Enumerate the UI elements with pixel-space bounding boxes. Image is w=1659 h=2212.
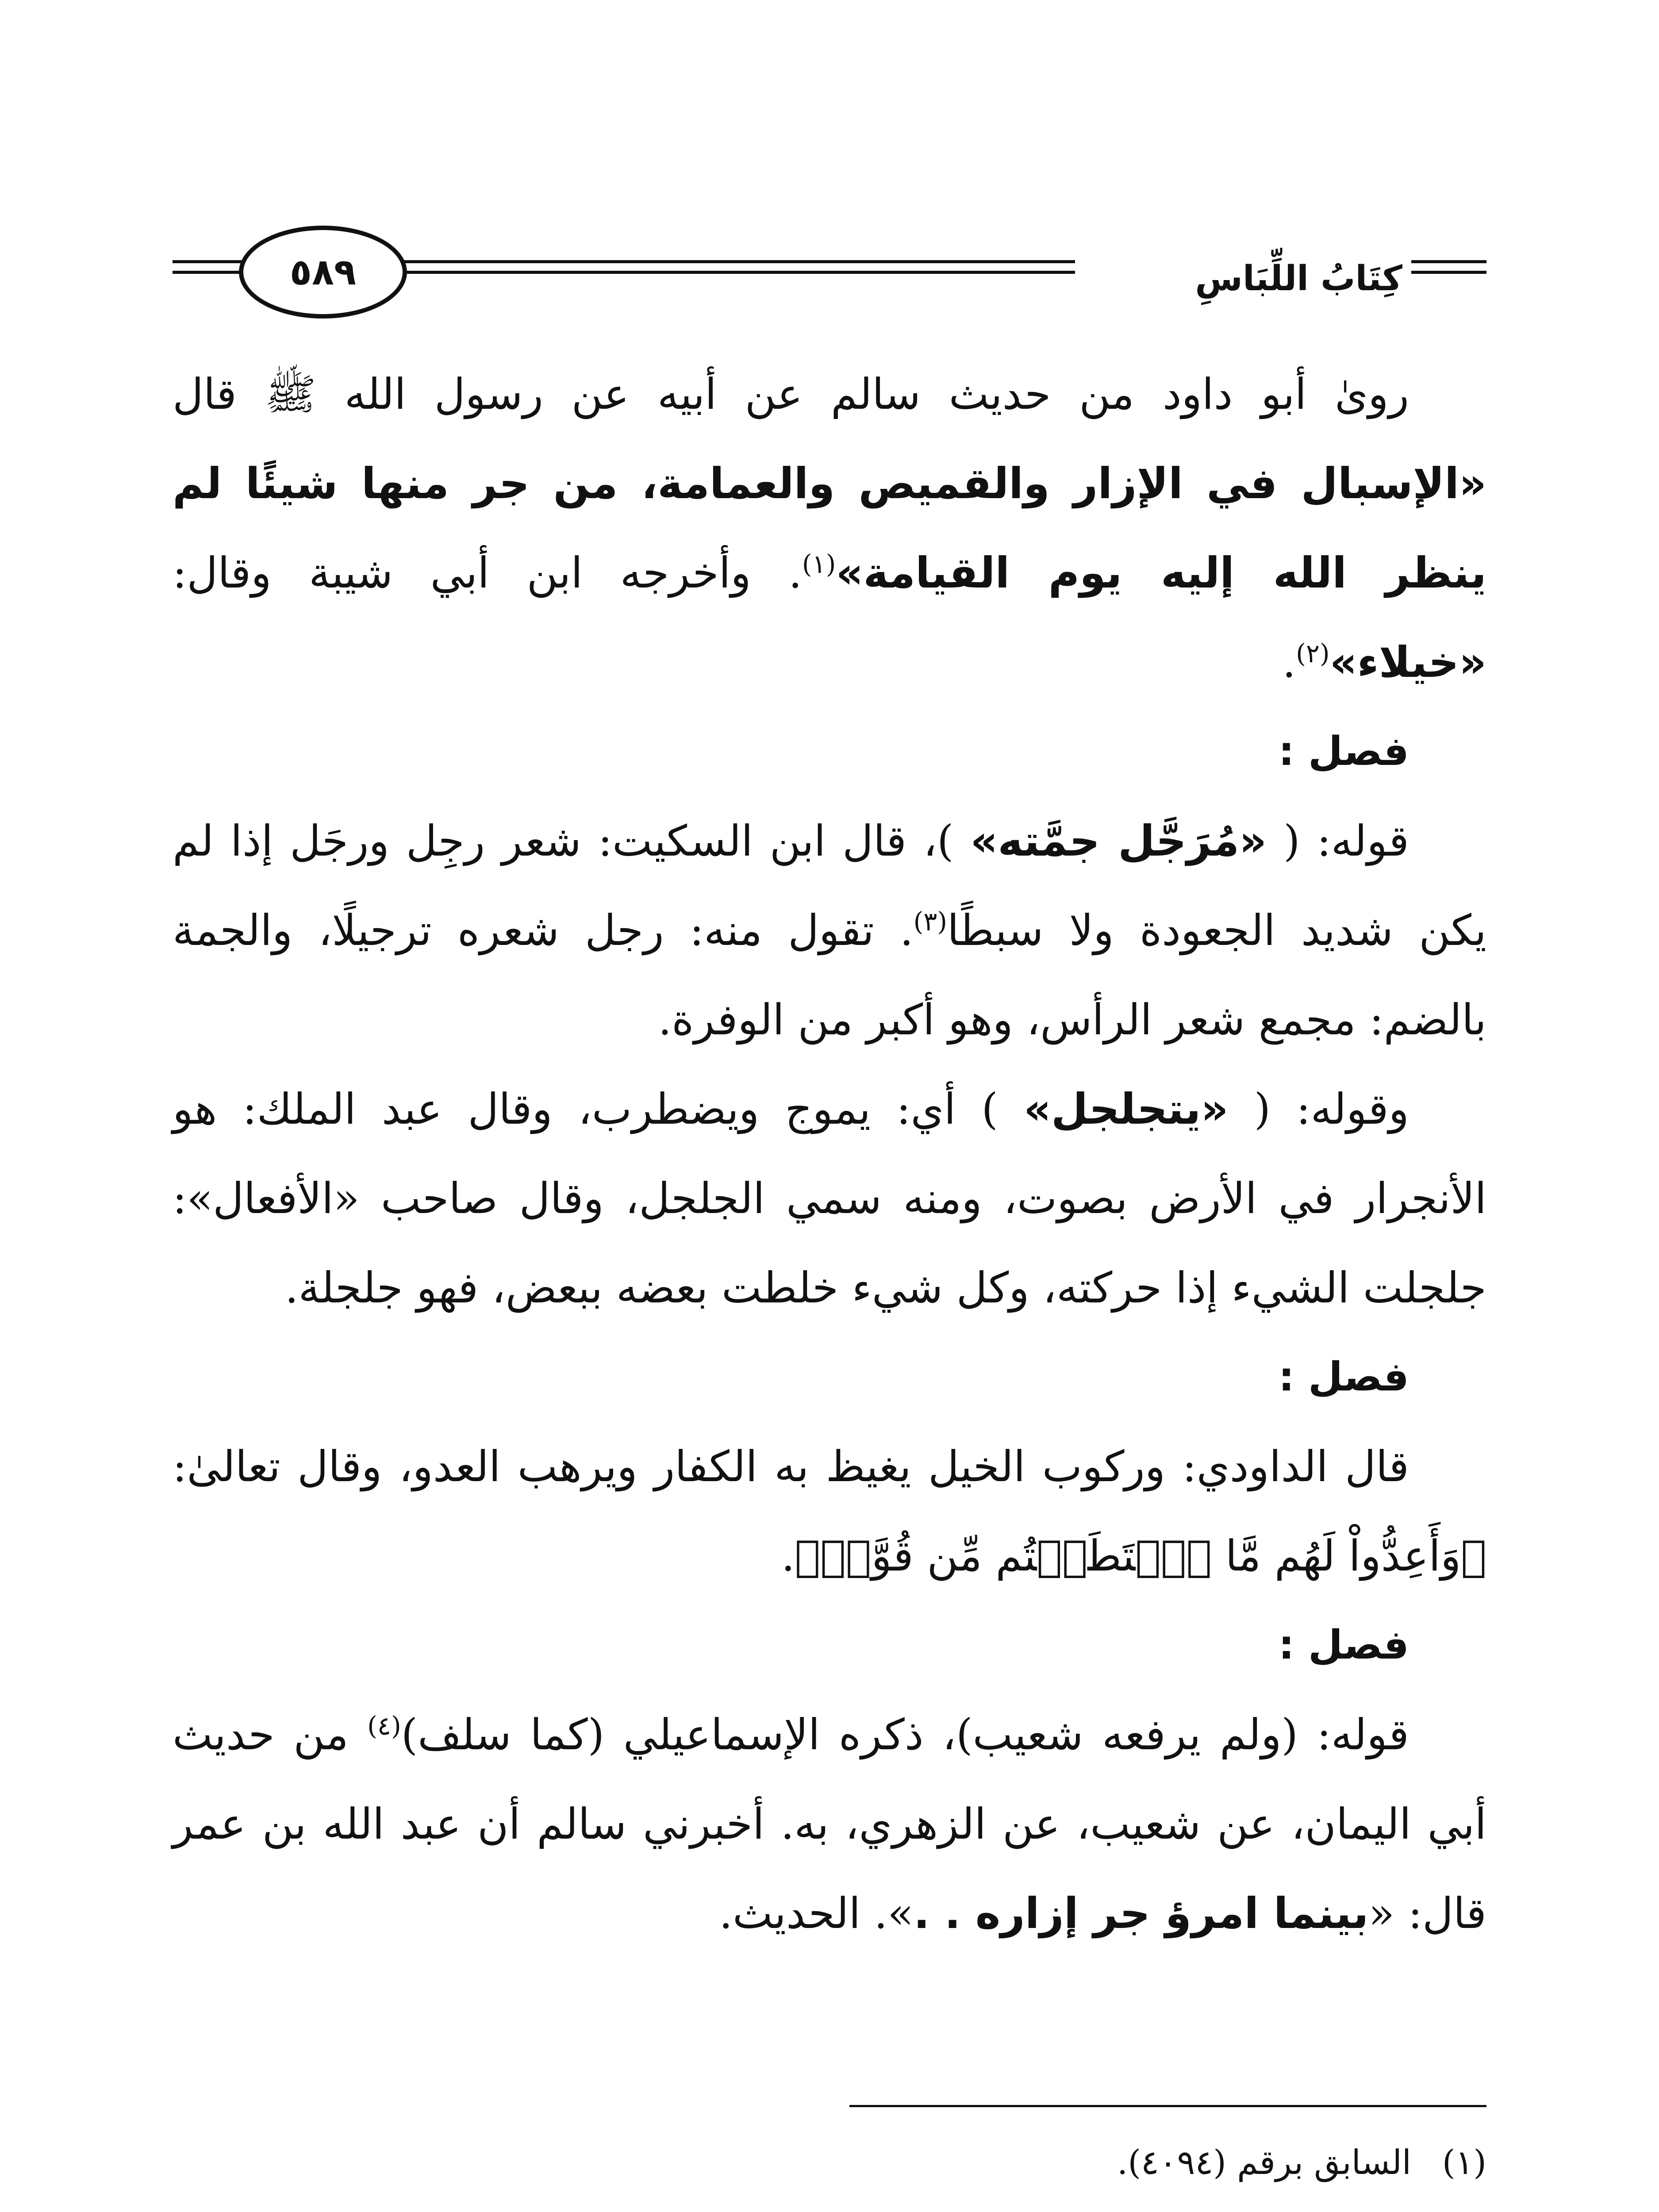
- text-run: ) أي: يموج ويضطرب، وقال عبد الملك: هو الأنجرار في الأرض بصوت، ومنه سمي الجلجل، وقال صاحب «الأفعال»: جلجلت الشيء إذا حركته، وكل شيء خلطت بعضه ببعض، فهو جلجلة.: [173, 1084, 1486, 1313]
- text-run: قوله: (ولم يرفعه شعيب)، ذكره الإسماعيلي (كما سلف): [401, 1710, 1409, 1759]
- footnote: [173, 2124, 1486, 2201]
- footnotes: [173, 2124, 1486, 2212]
- page-number: ٥٨٩: [239, 226, 407, 319]
- hadith-quote: «خيلاء»: [1329, 637, 1486, 687]
- section-heading: فصل :: [1278, 1622, 1409, 1668]
- footnote-ref: (١): [802, 549, 836, 579]
- header-rule: [1411, 271, 1486, 274]
- main-text: [173, 349, 1486, 1958]
- text-run: . وأخرجه ابن أبي شيبة وقال:: [173, 548, 802, 598]
- footnote-text: [1025, 2201, 1412, 2212]
- book-title: كِتَابُ اللِّبَاسِ: [1195, 259, 1402, 299]
- footnote-ref: (٣): [913, 906, 948, 937]
- text-run: )، قال ابن السكيت: شعر رجِل ورجَل إذا لم يكن شديد الجعودة ولا سبطًا: [173, 816, 1487, 955]
- hadith-quote: بينما امرؤ جر إزاره . .: [913, 1889, 1369, 1938]
- header-rule: [173, 271, 243, 274]
- quoted-term: «يتجلجل»: [1023, 1084, 1229, 1134]
- footnote-ref: (٤): [367, 1711, 401, 1741]
- paragraph: [173, 796, 1486, 1064]
- text-run: من حديث أبي اليمان، عن شعيب، عن الزهري، به. أخبرني سالم أن عبد الله بن عمر قال: «: [173, 1710, 1487, 1938]
- footnote-ref: (٢): [1296, 638, 1330, 668]
- hadith-quote: «الإسبال في الإزار والقميص والعمامة، من جر منها شيئًا لم ينظر الله إليه يوم القيامة»: [173, 459, 1487, 598]
- text-run: . تقول منه: رجل شعره ترجيلًا، والجمة بالضم: مجمع شعر الرأس، وهو أكبر من الوفرة.: [173, 906, 1486, 1045]
- paragraph: [173, 1690, 1486, 1958]
- header-rule: [403, 260, 1075, 263]
- footnote-number: (١): [1442, 2143, 1486, 2182]
- text-run: .: [781, 1531, 795, 1581]
- footnote-number: [1411, 2201, 1486, 2212]
- text-run: قوله: (: [1267, 816, 1409, 866]
- paragraph: [173, 1422, 1486, 1601]
- footnote-separator: [849, 2105, 1486, 2107]
- footnote-text: السابق برقم (٤٠٩٤).: [1117, 2143, 1411, 2182]
- text-run: قال الداودي: وركوب الخيل يغيظ به الكفار ويرهب العدو، وقال تعالىٰ:: [173, 1442, 1409, 1491]
- section-heading: فصل :: [1278, 1354, 1409, 1400]
- section-heading: فصل :: [1278, 728, 1409, 775]
- paragraph: [173, 1064, 1486, 1333]
- footnote: [173, 2201, 1486, 2212]
- header-rule: [173, 260, 243, 263]
- text-run: وقوله: (: [1228, 1084, 1409, 1134]
- quran-verse: ﴿وَأَعِدُّواْ لَهُم مَّا ٱسۡتَطَعۡتُم مِّن قُوَّةٖ﴾: [795, 1531, 1486, 1581]
- quoted-term: «مُرَجَّل جمَّته»: [970, 816, 1267, 866]
- text-run: روىٰ أبو داود من حديث سالم عن أبيه عن رسول الله ﷺ قال: [173, 369, 1409, 419]
- header-rule: [1411, 260, 1486, 263]
- paragraph: [173, 349, 1486, 707]
- text-run: .: [1282, 637, 1296, 687]
- text-run: ». الحديث.: [719, 1889, 914, 1938]
- page-header: [173, 221, 1486, 327]
- header-rule: [403, 271, 1075, 274]
